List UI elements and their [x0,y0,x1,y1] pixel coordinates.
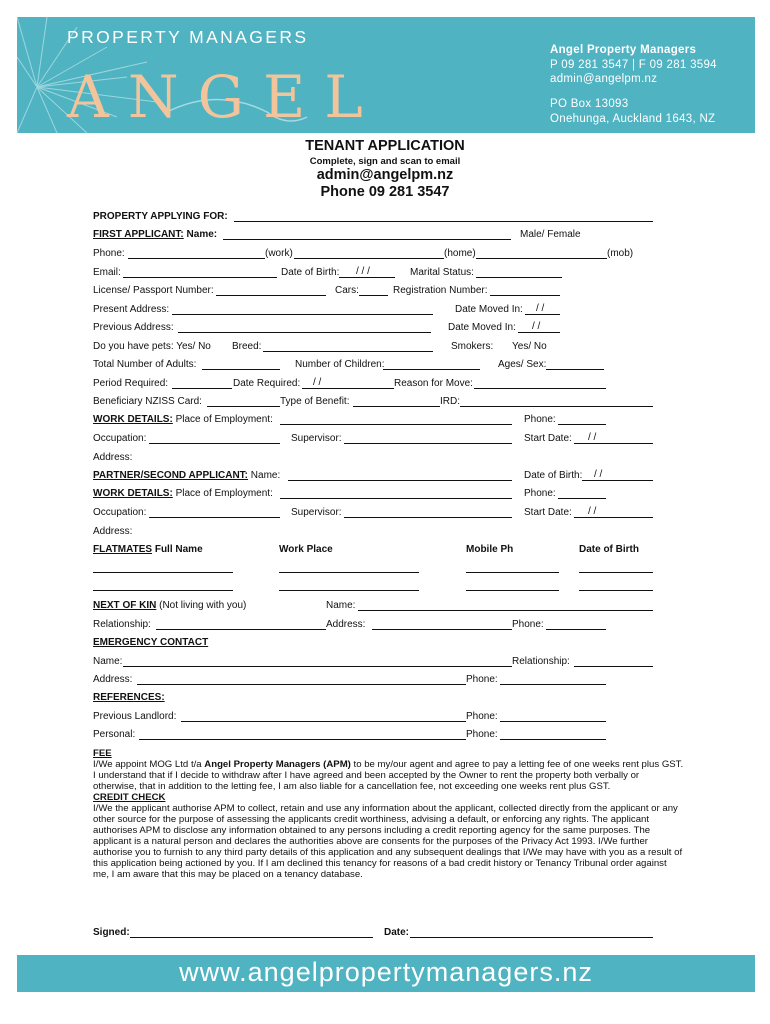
submit-email: admin@angelpm.nz [316,167,454,183]
prev-landlord-field[interactable] [181,721,466,722]
date-required-label: Date Required: [233,378,301,389]
credit-check-heading: CREDIT CHECK [93,792,166,803]
brand-logo-text: ANGEL [67,63,382,131]
work-phone-label: Phone: [524,414,556,425]
form-instructions: Complete, sign and scan to email [309,156,461,167]
partner-start-date-label: Start Date: [524,507,572,518]
brand-tagline: PROPERTY MANAGERS [67,27,309,47]
prev-landlord-phone-label: Phone: [466,711,498,722]
fee-heading: FEE [93,748,112,759]
partner-dob-label: Date of Birth: [524,470,583,481]
company-phone-fax: P 09 281 3547 | F 09 281 3594 [550,59,717,71]
start-date-field[interactable] [574,443,653,444]
period-field[interactable] [172,388,232,389]
children-field[interactable] [383,369,480,370]
email-field[interactable] [123,277,277,278]
emergency-phone-label: Phone: [466,674,498,685]
flatmates-dob-header: Date of Birth [579,544,639,555]
occupation-label: Occupation: [93,433,147,444]
sign-date-field[interactable] [410,937,653,938]
first-applicant-name-field[interactable] [223,239,511,240]
emergency-address-label: Address: [93,674,133,685]
phone-mob-field[interactable] [476,258,607,259]
marital-status-field[interactable] [476,277,562,278]
company-name: Angel Property Managers [550,44,697,56]
phone-work-label: (work) [265,248,293,259]
dob-slashes: / / / [356,266,370,277]
emergency-relationship-field[interactable] [574,666,653,667]
company-po-box: PO Box 13093 [550,98,629,110]
next-of-kin-header: NEXT OF KIN (Not living with you) [93,600,247,611]
date-moved-in-label: Date Moved In: [455,304,523,315]
flatmates-mobile-header: Mobile Ph [466,544,514,555]
previous-address-label: Previous Address: [93,322,174,333]
phone-label: Phone: [93,248,125,259]
emergency-address-field[interactable] [137,684,466,685]
previous-date-moved-in-slashes: / / [532,321,541,332]
personal-ref-label: Personal: [93,729,136,740]
supervisor-field[interactable] [344,443,512,444]
pets-label: Do you have pets: Yes/ No [93,341,211,352]
partner-supervisor-field[interactable] [344,517,512,518]
license-label: License/ Passport Number: [93,285,214,296]
personal-ref-phone-label: Phone: [466,729,498,740]
partner-occupation-label: Occupation: [93,507,147,518]
smokers-label: Smokers: [451,341,494,352]
flatmate-2-workplace-field[interactable] [279,590,419,591]
kin-name-label: Name: [326,600,356,611]
reason-label: Reason for Move: [394,378,473,389]
cars-field[interactable] [359,295,388,296]
fee-text: I/We appoint MOG Ltd t/a Angel Property Managers (APM) to be my/our agent and agree to pay a letting fee of one weeks rent plus GST. I understand that if I decide to withdraw after I have agreed and been accepted by the Owner to rent the property both verbally or otherwise, that in addition to the letting fee, I am also liable for a cancellation fee, not exceeding one weeks rent plus GST. [93,759,684,792]
benefit-label: Type of Benefit: [280,396,350,407]
phone-home-field[interactable] [294,258,444,259]
phone-work-field[interactable] [128,258,265,259]
submit-phone: Phone 09 281 3547 [320,184,450,200]
ird-field[interactable] [460,406,653,407]
signed-label: Signed: [93,927,130,938]
work-details-row: WORK DETAILS: Place of Employment: [93,414,273,425]
work-phone-field[interactable] [558,424,606,425]
personal-ref-field[interactable] [139,739,466,740]
prev-landlord-phone-field[interactable] [500,721,606,722]
references-header: REFERENCES: [93,692,165,703]
partner-address-label: Address: [93,526,133,537]
form-title: TENANT APPLICATION [305,138,465,154]
partner-occupation-field[interactable] [149,517,280,518]
nzsis-label: Beneficiary NZISS Card: [93,396,202,407]
occupation-field[interactable] [149,443,280,444]
partner-dob-field[interactable] [582,480,653,481]
flatmate-2-mobile-field[interactable] [466,590,559,591]
first-applicant-row: FIRST APPLICANT: Name: [93,229,218,240]
work-address-label: Address: [93,452,133,463]
ages-sex-field[interactable] [546,369,604,370]
start-date-slashes: / / [588,432,597,443]
children-label: Number of Children: [295,359,385,370]
smokers-options[interactable]: Yes/ No [512,341,547,352]
phone-home-label: (home) [444,248,476,259]
flatmate-1-dob-field[interactable] [579,572,653,573]
partner-supervisor-label: Supervisor: [291,507,342,518]
fee-section [93,748,685,880]
reason-field[interactable] [474,388,606,389]
flatmates-header: FLATMATES Full Name [93,544,203,555]
gender-label: Male/ Female [520,229,581,240]
website-banner [17,955,755,992]
kin-address-label: Address: [326,619,366,630]
benefit-field[interactable] [353,406,440,407]
property-applying-field[interactable] [234,221,653,222]
dob-label: Date of Birth: [281,267,340,278]
letterhead-banner [17,17,755,133]
kin-relationship-label: Relationship: [93,619,151,630]
personal-ref-phone-field[interactable] [500,739,606,740]
breed-label: Breed: [232,341,262,352]
sign-date-label: Date: [384,927,410,938]
flatmates-workplace-header: Work Place [279,544,333,555]
flatmate-1-workplace-field[interactable] [279,572,419,573]
partner-employment-field[interactable] [280,498,512,499]
flatmate-2-name-field[interactable] [93,590,233,591]
partner-row: PARTNER/SECOND APPLICANT: Name: [93,470,281,481]
partner-start-date-field[interactable] [574,517,653,518]
credit-check-text: I/We the applicant authorise APM to collect, retain and use any information about the applicant, collected directly from the applicant or any other source for the purpose of assessing the applicants credit worthiness, advising a default, or enforcing any rights. The applicant authorises APM to disclose any information obtained to any persons including a credit reporting agency for the same purposes. The applicant is a natural person and declares the authorities above are consents for the purposes of the Privacy Act 1993. I/We further authorise you to furnish to any third party details of this application and any subsequent dealings that I/We may have with you as a result of this application being actioned by you. If I am declined this tenancy for reasons of a bad credit history or Tenancy Tribunal order against me, I am aware that this may be placed on a tenancy database. [93,803,683,880]
company-address: Onehunga, Auckland 1643, NZ [550,113,716,125]
adults-label: Total Number of Adults: [93,359,197,370]
property-applying-label: PROPERTY APPLYING FOR: [93,211,228,222]
adults-field[interactable] [202,369,280,370]
kin-phone-label: Phone: [512,619,544,630]
registration-label: Registration Number: [393,285,488,296]
breed-field[interactable] [263,351,433,352]
kin-phone-field[interactable] [546,629,606,630]
registration-field[interactable] [490,295,560,296]
employment-field[interactable] [280,424,512,425]
flatmate-1-mobile-field[interactable] [466,572,559,573]
date-required-slashes: / / [313,377,322,388]
signature-field[interactable] [130,937,373,938]
partner-work-details-row: WORK DETAILS: Place of Employment: [93,488,273,499]
emergency-relationship-label: Relationship: [512,656,570,667]
marital-status-label: Marital Status: [410,267,474,278]
phone-mob-label: (mob) [607,248,634,259]
cars-label: Cars: [335,285,359,296]
start-date-label: Start Date: [524,433,572,444]
flatmate-2-dob-field[interactable] [579,590,653,591]
company-email: admin@angelpm.nz [550,73,658,85]
license-field[interactable] [216,295,326,296]
emergency-name-label: Name: [93,656,123,667]
kin-relationship-field[interactable] [156,629,326,630]
partner-work-phone-field[interactable] [558,498,606,499]
prev-landlord-label: Previous Landlord: [93,711,177,722]
present-address-label: Present Address: [93,304,170,315]
kin-name-field[interactable] [358,610,653,611]
kin-address-field[interactable] [372,629,512,630]
nzsis-field[interactable] [207,406,280,407]
period-label: Period Required: [93,378,169,389]
date-moved-in-slashes: / / [536,303,545,314]
partner-dob-slashes: / / [594,469,603,480]
present-address-field[interactable] [172,314,433,315]
partner-name-field[interactable] [288,480,512,481]
ages-sex-label: Ages/ Sex: [498,359,547,370]
emergency-contact-header: EMERGENCY CONTACT [93,637,209,648]
supervisor-label: Supervisor: [291,433,342,444]
website-url[interactable]: www.angelpropertymanagers.nz [179,957,593,987]
emergency-name-field[interactable] [123,666,512,667]
partner-work-phone-label: Phone: [524,488,556,499]
emergency-phone-field[interactable] [500,684,606,685]
previous-date-moved-in-label: Date Moved In: [448,322,516,333]
ird-label: IRD: [440,396,460,407]
partner-start-date-slashes: / / [588,506,597,517]
flatmate-1-name-field[interactable] [93,572,233,573]
email-label: Email: [93,267,121,278]
previous-address-field[interactable] [178,332,431,333]
